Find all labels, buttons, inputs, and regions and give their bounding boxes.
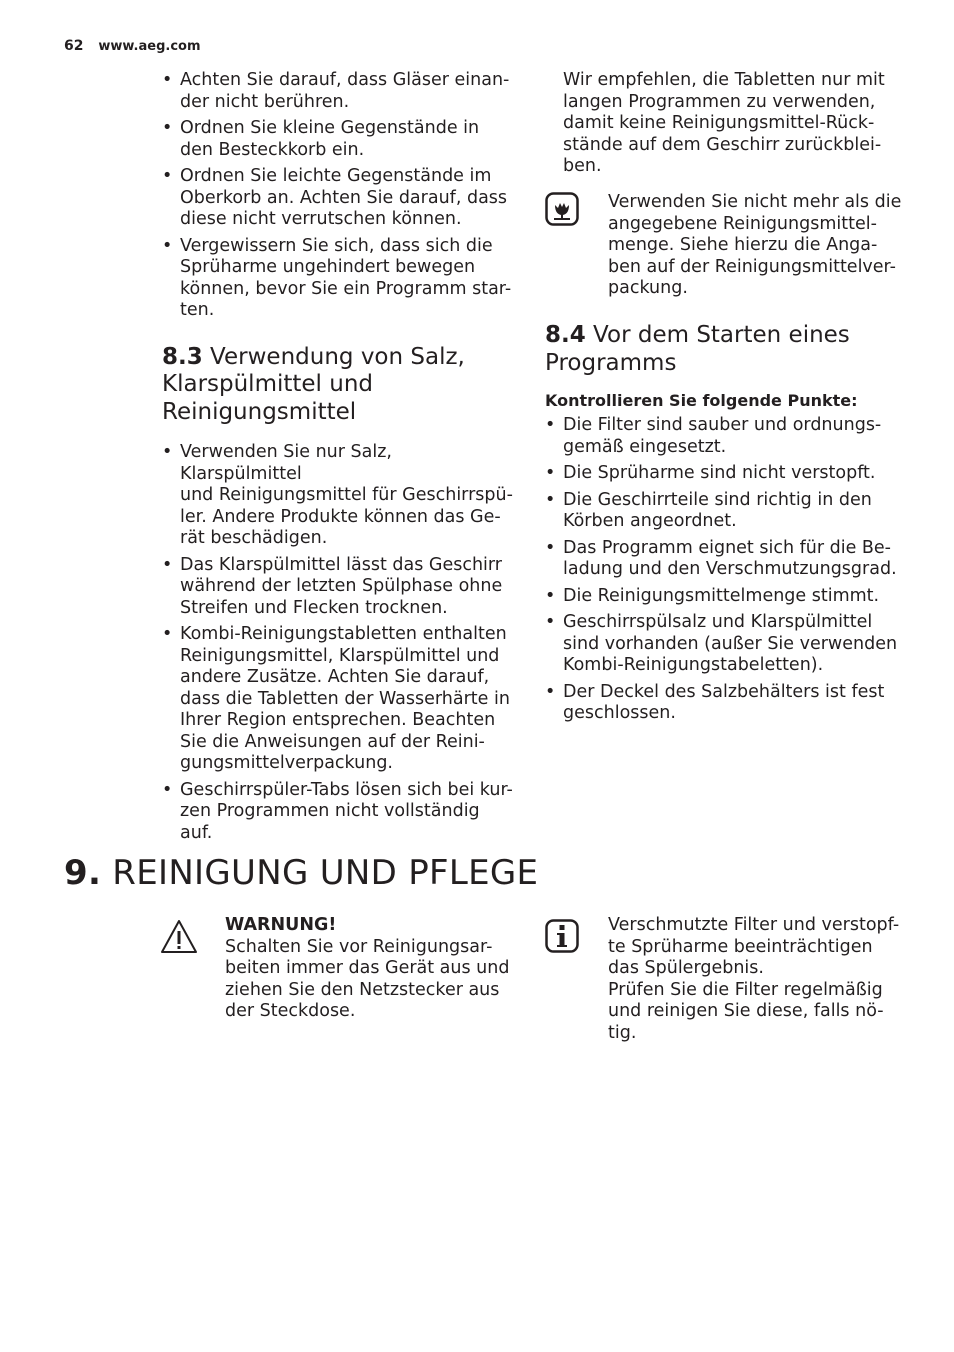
warning-heading: WARNUNG!: [225, 915, 337, 935]
page-number: 62: [64, 38, 84, 54]
section-number: 8.3: [162, 343, 203, 370]
list-item: • Ordnen Sie leichte Gegenstände im Oberkorb an. Achten Sie darauf, dass diese nicht verrutschen können.: [162, 166, 514, 231]
list-item: • Achten Sie darauf, dass Gläser einan- der nicht berühren.: [162, 70, 514, 113]
section-title-text: Vor dem Starten eines Programms: [545, 322, 850, 376]
section-8-4-title: [545, 322, 905, 377]
section-8-3-bullet-list: [162, 442, 514, 844]
warning-triangle-icon: [160, 919, 198, 955]
warning-notice: [160, 915, 520, 1023]
eco-notice: [545, 192, 905, 300]
info-icon: [545, 919, 579, 953]
header-url[interactable]: www.aeg.com: [98, 39, 201, 54]
left-column: [162, 70, 514, 849]
list-item: • Vergewissern Sie sich, dass sich die Sprüharme ungehindert bewegen können, bevor Sie ein Programm star- ten.: [162, 236, 514, 322]
section-8-3-title: [162, 344, 514, 427]
section-number: 8.4: [545, 322, 586, 348]
section-title-text: Verwendung von Salz, Klarspülmittel und Reinigungsmittel: [162, 343, 465, 425]
page-header: [64, 38, 201, 54]
list-item: • Die Filter sind sauber und ordnungs- gemäß eingesetzt.: [545, 415, 905, 458]
warning-content: [225, 915, 509, 1023]
list-item: • Die Sprüharme sind nicht verstopft.: [545, 463, 905, 485]
info-notice: [545, 915, 905, 1044]
environment-icon: [545, 192, 579, 226]
tablet-recommendation: Wir empfehlen, die Tabletten nur mit langen Programmen zu verwenden, damit keine Reinigungsmittel-Rück- stände auf dem Geschirr zurückblei- ben.: [563, 70, 885, 176]
intro-bullet-list: [162, 70, 514, 322]
list-item: • Geschirrspüler-Tabs lösen sich bei kur- zen Programmen nicht vollständig auf.: [162, 780, 514, 845]
eco-notice-text: Verwenden Sie nicht mehr als die angegebene Reinigungsmittel- menge. Siehe hierzu die Anga- ben auf der Reinigungsmittelver- packung.: [608, 192, 902, 298]
list-item: • Verwenden Sie nur Salz, Klarspülmittel und Reinigungsmittel für Geschirrspü- ler. Andere Produkte können das Ge- rät beschädigen.: [162, 442, 514, 550]
info-text: Verschmutzte Filter und verstopf- te Sprüharme beeinträchtigen das Spülergebnis. Prüfen Sie die Filter regelmäßig und reinigen Sie diese, falls nö- tig.: [608, 915, 900, 1043]
list-item: • Geschirrspülsalz und Klarspülmittel sind vorhanden (außer Sie verwenden Kombi-Reinigungstabeletten).: [545, 612, 905, 677]
warning-text: Schalten Sie vor Reinigungsar- beiten immer das Gerät aus und ziehen Sie den Netzstecker aus der Steckdose.: [225, 936, 510, 1021]
section-8-4: [545, 322, 905, 730]
list-item: • Der Deckel des Salzbehälters ist fest geschlossen.: [545, 682, 905, 725]
list-item: • Das Programm eignet sich für die Be- ladung und den Verschmutzungsgrad.: [545, 538, 905, 581]
list-item: • Das Klarspülmittel lässt das Geschirr während der letzten Spülphase ohne Streifen und Flecken trocknen.: [162, 555, 514, 620]
list-item: • Kombi-Reinigungstabletten enthalten Reinigungsmittel, Klarspülmittel und andere Zusätze. Achten Sie darauf, dass die Tabletten der Wasserhärte in Ihrer Region entsprechen. Beachten Sie die Anweisungen auf der Reini- gungsmittelverpackung.: [162, 624, 514, 775]
list-item: • Ordnen Sie kleine Gegenstände in den Besteckkorb ein.: [162, 118, 514, 161]
checklist-heading: Kontrollieren Sie folgende Punkte:: [545, 391, 858, 410]
list-item: • Die Geschirrteile sind richtig in den Körben angeordnet.: [545, 490, 905, 533]
chapter-number: 9.: [64, 853, 102, 893]
right-column: [545, 70, 905, 178]
chapter-9-title: [64, 853, 538, 893]
list-item: • Die Reinigungsmittelmenge stimmt.: [545, 586, 905, 608]
chapter-title-text: REINIGUNG UND PFLEGE: [101, 853, 539, 893]
checklist: [545, 415, 905, 725]
